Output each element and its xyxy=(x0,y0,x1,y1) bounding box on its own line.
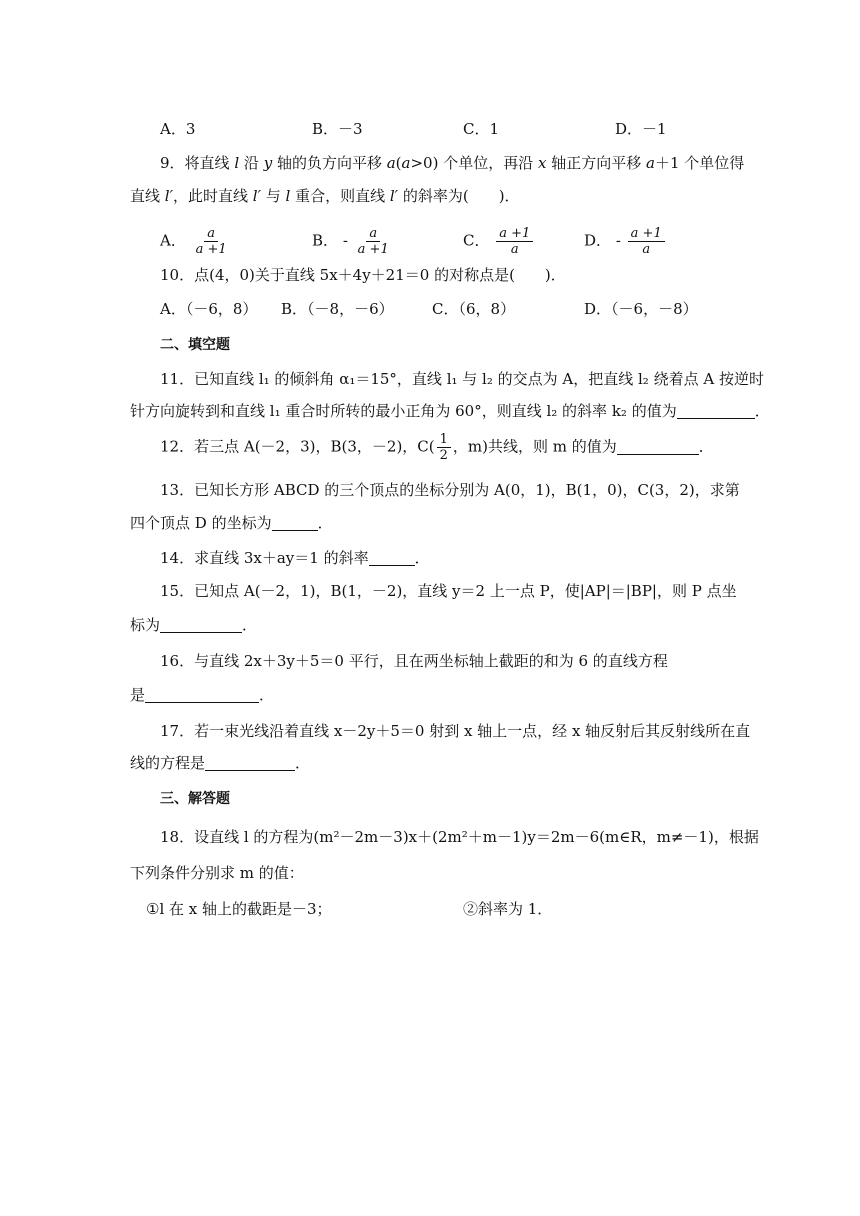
q9-option-d-label: D． xyxy=(584,231,612,250)
q17-line1: 17．若一束光线沿着直线 x－2y＋5＝0 射到 x 轴上一点，经 x 轴反射后其反射线所在直 xyxy=(160,722,751,740)
q8-option-d[interactable]: D．－1 xyxy=(615,120,667,138)
q15-text: 标为 xyxy=(130,616,161,634)
q10-option-d[interactable]: D．（－6，－8） xyxy=(584,300,698,318)
q9-line2 xyxy=(130,185,520,207)
fraction-numerator: 1 xyxy=(437,432,451,448)
q10-option-a[interactable]: A．（－6，8） xyxy=(160,300,258,318)
q9-option-d-fraction xyxy=(628,226,665,257)
q16-line2 xyxy=(130,684,274,706)
answer-blank[interactable] xyxy=(677,402,755,419)
q9-option-b-label: B． xyxy=(312,231,339,250)
q9-text: 轴正方向平移 xyxy=(546,154,647,172)
fraction-numerator: a xyxy=(366,226,380,242)
section-heading-solve: 三、解答题 xyxy=(160,791,230,807)
q9-text: 直线 xyxy=(130,187,165,205)
q9-text: 轴的负方向平移 xyxy=(272,154,387,172)
q12-text: 12．若三点 A(－2，3)，B(3，－2)，C( xyxy=(160,437,435,456)
section-heading-fill-in: 二、填空题 xyxy=(160,337,230,353)
q14-text: 14．求直线 3x＋ay＝1 的斜率 xyxy=(160,549,369,567)
fraction-denominator: a xyxy=(510,242,519,257)
fraction-numerator: a xyxy=(204,226,218,242)
fraction-denominator: a +1 xyxy=(195,242,227,257)
q9-option-b[interactable] xyxy=(312,226,394,257)
q9-text: ＋1 个单位得 xyxy=(654,154,745,172)
q13-line2 xyxy=(130,512,333,534)
q18-line1: 18．设直线 l 的方程为(m²－2m－3)x＋(2m²＋m－1)y＝2m－6(m∈R，m≠－1)，根据 xyxy=(160,828,759,846)
q9-var: a xyxy=(386,154,396,172)
q9-number: 9． xyxy=(160,154,185,172)
q9-option-c-fraction xyxy=(496,226,533,257)
fraction-numerator: a +1 xyxy=(496,226,533,242)
q9-option-b-fraction xyxy=(355,226,392,257)
fraction-denominator: 2 xyxy=(439,448,448,463)
q9-var: y xyxy=(263,154,273,172)
answer-blank[interactable] xyxy=(617,438,699,455)
q12-line xyxy=(160,432,714,472)
q9-text: 与 xyxy=(260,187,286,205)
q17-text: 线的方程是 xyxy=(130,754,206,772)
q9-option-c-label: C． xyxy=(463,231,490,250)
q8-option-c[interactable]: C．1 xyxy=(463,120,500,138)
q9-option-a[interactable] xyxy=(160,226,232,257)
q13-end: ． xyxy=(317,514,333,532)
q9-option-c[interactable] xyxy=(463,226,535,257)
q12-text: ，m)共线，则 m 的值为 xyxy=(452,437,617,456)
q15-line2 xyxy=(130,614,257,636)
q16-end: ． xyxy=(259,686,275,704)
q10-text: 10．点(4，0)关于直线 5x＋4y＋21＝0 的对称点是( )． xyxy=(160,266,566,284)
fraction-denominator: a xyxy=(642,242,651,257)
answer-blank[interactable] xyxy=(160,616,242,633)
q8-option-b[interactable]: B．－3 xyxy=(312,120,363,138)
q9-var: l xyxy=(234,154,240,172)
answer-blank[interactable] xyxy=(369,549,415,566)
q14-end: ． xyxy=(414,549,430,567)
q14-line xyxy=(160,547,430,569)
minus-sign: - xyxy=(615,231,621,250)
q9-var: l′ xyxy=(252,187,261,205)
q16-line1: 16．与直线 2x＋3y＋5＝0 平行，且在两坐标轴上截距的和为 6 的直线方程 xyxy=(160,652,668,670)
q9-text: ，此时直线 xyxy=(172,187,253,205)
q13-text: 四个顶点 D 的坐标为 xyxy=(130,514,272,532)
q12-fraction xyxy=(437,432,451,463)
q8-option-a[interactable]: A．3 xyxy=(160,120,196,138)
q9-text: >0) 个单位，再沿 xyxy=(410,154,538,172)
q11-line2 xyxy=(130,400,770,422)
q18-part-1: ①l 在 x 轴上的截距是－3； xyxy=(146,900,332,918)
fraction-denominator: a +1 xyxy=(357,242,389,257)
q18-part-2: ②斜率为 1． xyxy=(463,900,553,918)
q18-line2: 下列条件分别求 m 的值： xyxy=(130,864,304,882)
q9-var: a xyxy=(646,154,655,172)
q9-text: 的斜率为( )． xyxy=(398,187,520,205)
minus-sign: - xyxy=(342,231,348,250)
q10-option-c[interactable]: C．（6，8） xyxy=(432,300,516,318)
fraction-numerator: a +1 xyxy=(628,226,665,242)
q9-text: ( xyxy=(395,154,402,172)
answer-blank[interactable] xyxy=(145,686,259,703)
q16-text: 是 xyxy=(130,686,146,704)
q17-line2 xyxy=(130,752,310,774)
answer-blank[interactable] xyxy=(205,754,295,771)
q9-line1 xyxy=(160,152,744,174)
q9-var: x xyxy=(538,154,547,172)
q10-option-b[interactable]: B．（－8，－6） xyxy=(281,300,394,318)
answer-blank[interactable] xyxy=(272,514,318,531)
q11-end: ． xyxy=(754,402,770,420)
q15-end: ． xyxy=(242,616,258,634)
q15-line1: 15．已知点 A(－2，1)，B(1，－2)，直线 y＝2 上一点 P，使|AP|＝|BP|，则 P 点坐 xyxy=(160,582,737,600)
q9-option-a-label: A． xyxy=(160,231,186,250)
q12-end: ． xyxy=(698,437,714,456)
q9-text: 重合，则直线 xyxy=(290,187,390,205)
q17-end: ． xyxy=(295,754,311,772)
q9-option-d[interactable] xyxy=(584,226,667,257)
q9-var: l′ xyxy=(164,187,173,205)
q9-text: 将直线 xyxy=(184,154,235,172)
q13-line1: 13．已知长方形 ABCD 的三个顶点的坐标分别为 A(0，1)，B(1，0)，C(3，2)，求第 xyxy=(160,481,740,499)
q11-line1: 11．已知直线 l₁ 的倾斜角 α₁＝15°，直线 l₁ 与 l₂ 的交点为 A，把直线 l₂ 绕着点 A 按逆时 xyxy=(160,370,764,388)
q9-var: l′ xyxy=(389,187,399,205)
q9-var: a xyxy=(401,154,411,172)
q9-var: l xyxy=(285,187,291,205)
q9-option-a-fraction xyxy=(193,226,230,257)
q9-text: 沿 xyxy=(239,154,264,172)
q11-text: 针方向旋转到和直线 l₁ 重合时所转的最小正角为 60°，则直线 l₂ 的斜率 k₂ 的值为 xyxy=(130,402,677,420)
